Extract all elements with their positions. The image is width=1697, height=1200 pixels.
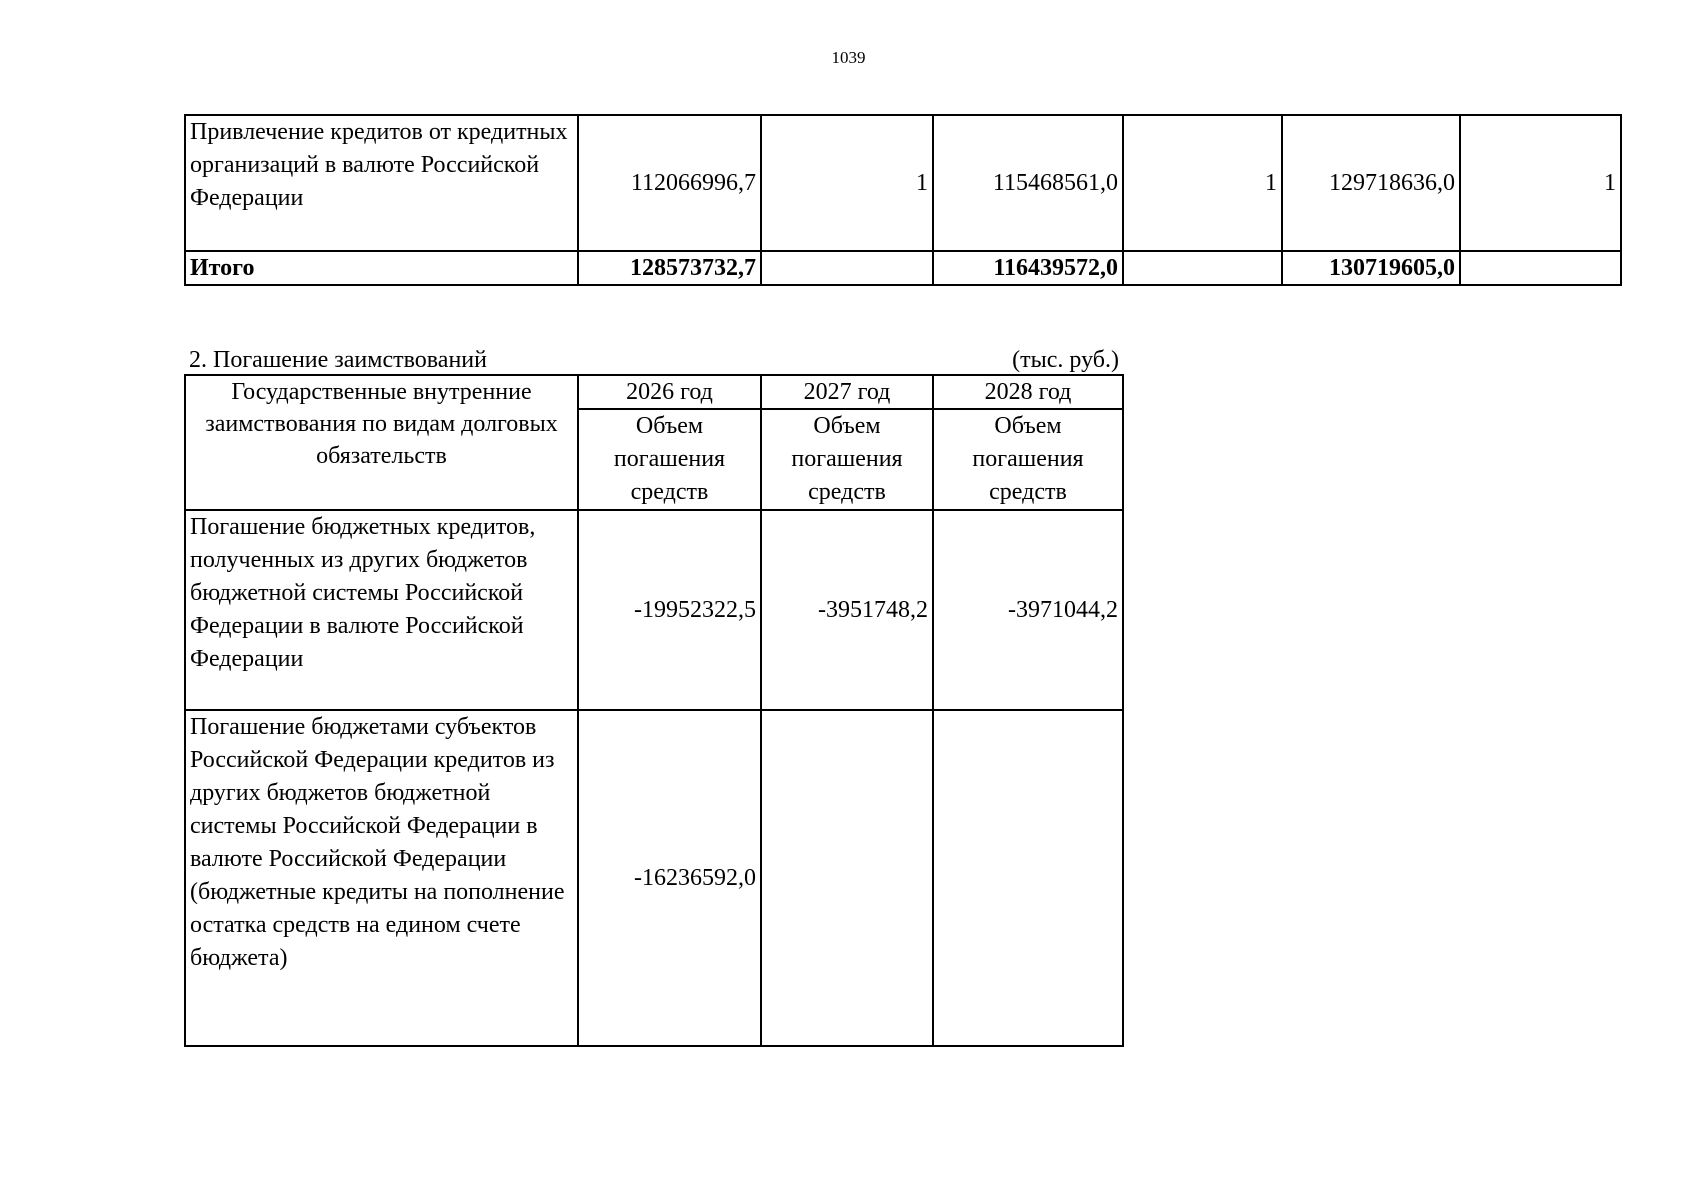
share-2027: 1 (1123, 115, 1282, 251)
table-row (185, 115, 1621, 251)
borrowing-attraction-table (184, 114, 1622, 286)
empty-cell (1123, 251, 1282, 285)
unit-label: (тыс. руб.) (1012, 347, 1119, 373)
borrowing-repayment-table (184, 374, 1124, 1047)
page-number: 1039 (831, 48, 866, 67)
empty-cell (761, 251, 933, 285)
year-header-2027: 2027 год (761, 375, 933, 409)
value-2026: -19952322,5 (578, 510, 761, 710)
value-2026: 112066996,7 (578, 115, 761, 251)
subheader-2028: Объем погашения средств (933, 409, 1123, 510)
header-row (185, 375, 1123, 409)
value-2028: -3971044,2 (933, 510, 1123, 710)
total-2028: 130719605,0 (1282, 251, 1460, 285)
section-title: 2. Погашение заимствований (189, 347, 487, 373)
year-header-2026: 2026 год (578, 375, 761, 409)
table-row (185, 510, 1123, 710)
value-2027 (761, 710, 933, 1046)
total-2026: 128573732,7 (578, 251, 761, 285)
total-2027: 116439572,0 (933, 251, 1123, 285)
share-2028: 1 (1460, 115, 1621, 251)
row-label: Погашение бюджетных кредитов, полученных из других бюджетов бюджетной системы Российской Федерации в валюте Российской Федерации (185, 510, 578, 710)
empty-cell (1460, 251, 1621, 285)
value-2028 (933, 710, 1123, 1046)
table-row (185, 710, 1123, 1046)
total-row (185, 251, 1621, 285)
value-2026: -16236592,0 (578, 710, 761, 1046)
value-2027: -3951748,2 (761, 510, 933, 710)
row-label: Погашение бюджетами субъектов Российской Федерации кредитов из других бюджетов бюджетной системы Российской Федерации в валюте Российской Федерации (бюджетные кредиты на пополнение остатка средств на едином счете бюджета) (185, 710, 578, 1046)
row-label: Привлечение кредитов от кредитных организаций в валюте Российской Федерации (185, 115, 578, 251)
total-label: Итого (185, 251, 578, 285)
subheader-2027: Объем погашения средств (761, 409, 933, 510)
value-2028: 129718636,0 (1282, 115, 1460, 251)
value-2027: 115468561,0 (933, 115, 1123, 251)
year-header-2028: 2028 год (933, 375, 1123, 409)
header-label: Государственные внутренние заимствования по видам долговых обязательств (185, 375, 578, 510)
share-2026: 1 (761, 115, 933, 251)
subheader-2026: Объем погашения средств (578, 409, 761, 510)
